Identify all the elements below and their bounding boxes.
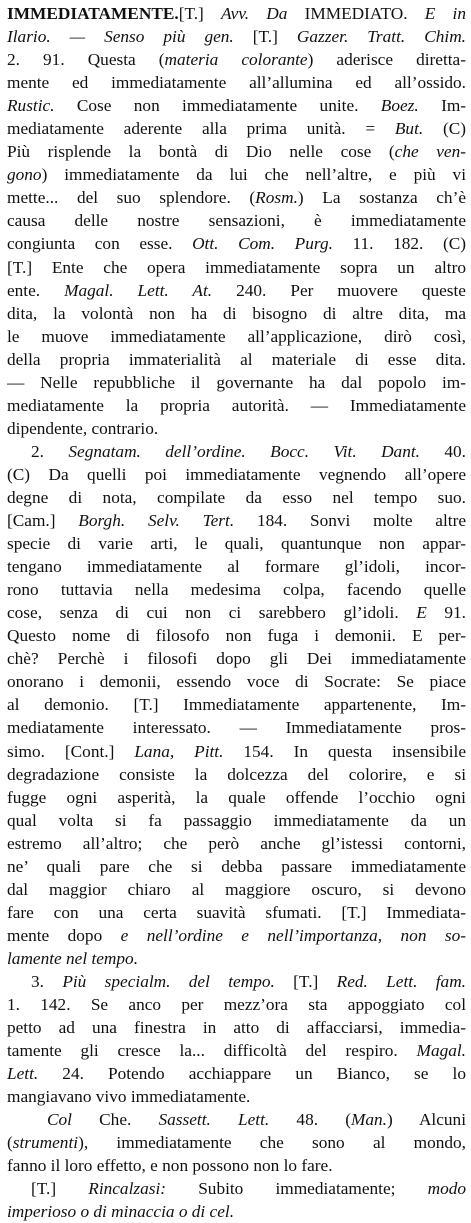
text-segment: [T.] [252,27,297,47]
text-line [7,901,466,924]
italic-segment: materia colorante [164,50,308,70]
text-segment: qual volta si fa passaggio immediatamente da un [7,810,466,830]
text-segment: Im- [441,96,466,116]
italic-segment: Più specialm. del tempo. [62,971,294,991]
text-segment: mente dopo [7,925,121,945]
text-segment: mente ed immediatamente all’allumina ed all’ossido. [7,73,466,93]
text-line [7,532,466,555]
text-segment: Cose non immediatamente unite. [76,96,381,116]
text-segment: 40. [444,441,466,461]
italic-segment: lamente nel tempo. [7,948,139,968]
text-line [7,809,466,832]
italic-segment: Ott. Com. Purg. [192,234,353,254]
text-segment: 184. Sonvi molte altre [256,511,466,531]
italic-segment: gono [7,165,42,185]
text-segment: specie di varie arti, le quali, quantunque non appar- [7,534,466,554]
text-segment: ente. [7,280,65,300]
text-line [7,163,466,186]
text-line [7,578,466,601]
italic-segment: Boez. [380,96,442,116]
text-segment: ( [7,1133,13,1153]
italic-segment: E in [424,4,466,23]
text-line [7,232,466,255]
text-line [7,763,466,786]
italic-segment: Lana, Pitt. [134,741,244,761]
text-line [7,1085,466,1108]
text-segment: petto ad una finestra in atto di affacciarsi, immedia- [7,1018,466,1038]
text-segment: Subito immediatamente; [198,1179,428,1199]
text-segment: della propria immaterialità al materiale di esse dita. [7,349,466,369]
text-segment: 2. [31,441,69,461]
text-line [7,256,466,279]
text-line [7,601,466,624]
text-segment: [T.] [178,4,222,23]
text-segment: estremo all’altro; che però anche gl’istessi contorni, [7,833,466,853]
italic-segment: Rustic. [7,96,77,116]
text-line [7,716,466,739]
italic-segment: modo [427,1179,466,1199]
text-segment: rono tuttavia nella medesima colpa, facendo quelle [7,580,466,600]
text-segment: mediatamente la propria autorità. — Immediatamente [7,395,466,415]
italic-segment: Magal. Lett. At. [64,280,237,300]
text-segment: degne di nota, compilate da esso nel tempo suo. [7,487,466,507]
text-segment: [T.] Ente che opera immediatamente sopra un altro [7,257,466,277]
text-line [7,71,466,94]
text-segment: mediatamente aderente alla prima unità. = [7,119,395,139]
text-line [7,832,466,855]
text-segment: 2. 91. Questa ( [7,50,165,70]
italic-segment: Man. [350,1110,387,1130]
text-segment: (C) Da quelli poi immediatamente vegnendo all’opere [7,464,466,484]
italic-segment: strumenti [12,1133,79,1153]
text-line [7,279,466,302]
text-segment: degradazione consiste la dolcezza del colorire, e si [7,764,466,784]
text-segment: dita, la volontà non ha di bisogno di altre dita, ma [7,303,466,323]
text-segment: onorano i demonii, essendo voce di Socrate: Se piace [7,672,466,692]
text-line [7,186,466,209]
text-line [7,947,466,970]
text-line [7,48,466,71]
text-segment: fanno il loro effetto, e non possono non lo fare. [7,1156,333,1176]
text-line [7,647,466,670]
text-segment: fare con una certa suavità sfumati. [T.] Immediata- [7,902,466,922]
text-line [7,855,466,878]
italic-segment: Ilario. — Senso più gen. [7,27,253,47]
text-segment: mediatamente interessato. — Immediatamente pros- [7,718,466,738]
text-line [7,440,466,463]
text-line [7,970,466,993]
text-line [7,94,466,117]
text-line [7,1062,466,1085]
headword: IMMEDIATAMENTE. [7,4,179,23]
text-line [7,325,466,348]
text-line [7,1177,466,1200]
italic-segment: Segnatam. dell’ordine. Bocc. Vit. Dant. [68,441,445,461]
text-segment: 24. Potendo acchiappare un Bianco, se lo [62,1064,466,1084]
text-line [7,740,466,763]
text-segment: cose, senza di cui non ci sarebbero gl’idoli. [7,603,417,623]
text-line [7,1154,466,1177]
italic-segment: Lett. [7,1064,63,1084]
text-segment: 91. [444,603,466,623]
text-segment: ) aderisce diretta- [307,50,466,70]
text-line [7,624,466,647]
text-line [7,348,466,371]
italic-segment: e nell’ordine e nell’importanza, non so- [120,925,466,945]
text-segment: Che. [99,1110,159,1130]
text-segment: mangiavano vivo immediatamente. [7,1087,251,1107]
text-line [7,509,466,532]
text-segment: [T.] [293,971,337,991]
text-line [7,394,466,417]
italic-segment: Col [47,1110,100,1130]
text-line [7,117,466,140]
text-line [7,1016,466,1039]
text-line [7,1200,466,1223]
italic-segment: Avv. Da [221,4,305,23]
text-segment: — Nelle repubbliche il governante ha dal popolo im- [7,372,466,392]
text-segment: dipendente, contrario. [7,418,159,438]
text-line [7,924,466,947]
text-segment: congiunta con esse. [7,234,193,254]
text-segment: ), immediatamente che sono al mondo, [78,1133,466,1153]
text-segment: Questo nome di filosofo non fuga i demonii. E per- [7,626,466,646]
text-line [7,670,466,693]
text-segment: fugge ogni asperità, la quale offende l’occhio ogni [7,787,466,807]
text-line [7,463,466,486]
dictionary-entry-immediatamente [7,2,466,1223]
text-segment: 240. Per muovere queste [236,280,466,300]
italic-segment: Rosm. [255,188,298,208]
italic-segment: Rincalzasi: [88,1179,199,1199]
text-segment: causa delle nostre sensazioni, è immediatamente [7,211,466,231]
italic-segment: But. [394,119,443,139]
text-segment: tengano immediatamente al formare gl’idoli, incor- [7,557,466,577]
text-line [7,140,466,163]
italic-segment: Gazzer. Tratt. Chim. [296,27,466,47]
text-segment: ) La sostanza ch’è [297,188,466,208]
text-segment: 11. 182. (C) [352,234,466,254]
text-segment: Più risplende la bontà di Dio nelle cose ( [7,142,395,162]
text-segment: dal maggior chiaro al maggiore oscuro, si devono [7,879,466,899]
italic-segment: Magal. [416,1041,466,1061]
text-line [7,878,466,901]
italic-segment: Red. Lett. fam. [336,971,466,991]
text-line [7,1131,466,1154]
text-segment: 48. ( [296,1110,351,1130]
text-segment: 154. In questa insensibile [243,741,466,761]
text-segment: 3. [31,971,63,991]
text-line [7,302,466,325]
text-segment: tamente gli cresce la... difficoltà del respiro. [7,1041,417,1061]
text-line [7,486,466,509]
text-segment: IMMEDIATO. [304,4,425,23]
text-segment: ) Alcuni [386,1110,466,1130]
text-segment: ne’ quali pare che si debba passare immediatamente [7,856,466,876]
text-line [7,1039,466,1062]
text-segment: ) immediatamente da lui che nell’altre, e più vi [41,165,466,185]
text-line [7,2,466,25]
text-line [7,209,466,232]
text-line [7,417,466,440]
text-line [7,371,466,394]
text-line [7,993,466,1016]
text-segment: [T.] [31,1179,89,1199]
italic-segment: Sassett. Lett. [158,1110,297,1130]
italic-segment: E [416,603,445,623]
italic-segment: Borgh. Selv. Tert. [78,511,257,531]
text-segment: le muove immediatamente all’applicazione, dirò così, [7,326,466,346]
text-segment: (C) [442,119,466,139]
text-segment: chè? Perchè i filosofi dopo gli Dei immediatamente [7,649,466,669]
text-line [7,555,466,578]
text-segment: mette... del suo splendore. ( [7,188,256,208]
text-line [7,25,466,48]
text-segment: [Cam.] [7,511,79,531]
text-segment: al demonio. [T.] Immediatamente appartenente, Im- [7,695,466,715]
text-segment: simo. [Cont.] [7,741,135,761]
text-line [7,693,466,716]
text-line [7,1108,466,1131]
italic-segment: che ven- [394,142,466,162]
text-segment: 1. 142. Se anco per mezz’ora sta appoggiato col [7,995,466,1015]
text-line [7,786,466,809]
italic-segment: imperioso o di minaccia o di cel. [7,1202,235,1222]
